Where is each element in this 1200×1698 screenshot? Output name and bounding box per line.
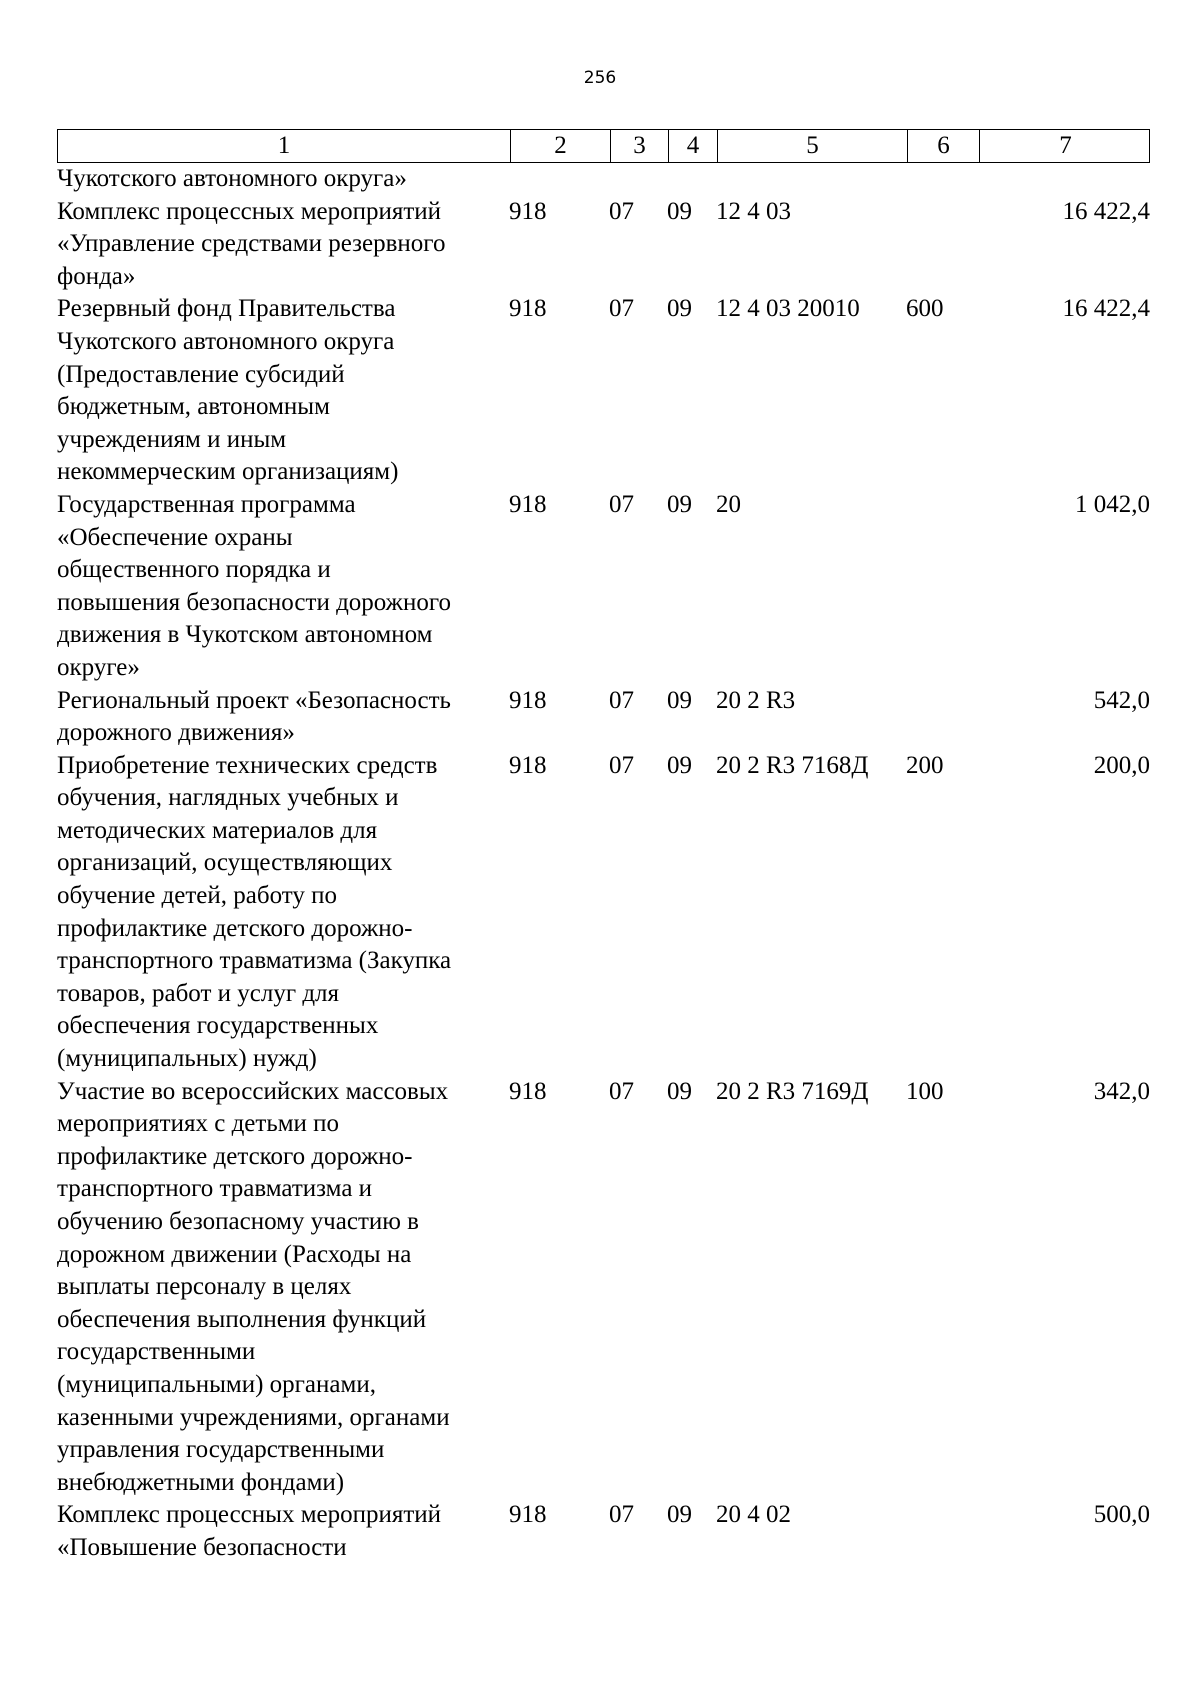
description-line: Государственная программа — [57, 490, 356, 518]
row-section — [609, 163, 667, 196]
row-section: 07 — [609, 1077, 634, 1105]
row-expense-type — [906, 685, 978, 750]
row-target-article: 12 4 03 — [716, 197, 791, 225]
description-line: обучению безопасному участию в — [57, 1208, 419, 1235]
description-line: «Управление средствами резервного — [57, 230, 446, 258]
row-description — [57, 685, 509, 750]
description-line: «Повышение безопасности — [57, 1533, 347, 1561]
row-code-admin: 918 — [509, 197, 547, 225]
description-line: Резервный фонд Правительства — [57, 295, 396, 323]
page-number: 256 — [583, 68, 617, 88]
description-line: мероприятиях с детьми по — [57, 1110, 340, 1138]
row-description — [57, 1076, 509, 1500]
row-subsection: 09 — [667, 751, 692, 779]
row-subsection: 09 — [667, 197, 692, 225]
description-line: дорожного движения» — [57, 719, 295, 747]
description-line: (муниципальными) органами, — [57, 1370, 376, 1398]
description-line: обучения, наглядных учебных и — [57, 784, 399, 812]
row-amount: 16 422,4 — [1062, 295, 1150, 323]
description-line: повышения безопасности дорожного — [57, 588, 451, 616]
row-subsection: 09 — [667, 295, 692, 323]
row-subsection: 09 — [667, 490, 692, 518]
description-line: транспортного травматизма и — [57, 1175, 373, 1203]
row-amount — [978, 163, 1150, 196]
row-code-admin: 918 — [509, 1501, 547, 1529]
row-subsection: 09 — [667, 686, 692, 714]
table-row — [57, 685, 1150, 750]
table-row — [57, 1076, 1150, 1500]
description-line: управления государственными — [57, 1436, 385, 1464]
row-target-article: 20 2 R3 — [716, 686, 796, 714]
row-subsection: 09 — [667, 1501, 692, 1529]
row-target-article: 20 4 02 — [716, 1501, 791, 1529]
description-line: некоммерческим организациям) — [57, 458, 399, 486]
description-line: (Предоставление субсидий — [57, 360, 345, 388]
description-line: методических материалов для — [57, 816, 378, 844]
row-section: 07 — [609, 197, 634, 225]
description-line: Региональный проект «Безопасность — [57, 686, 451, 714]
row-section: 07 — [609, 686, 634, 714]
description-line: транспортного травматизма (Закупка — [57, 947, 452, 975]
row-target-article: 12 4 03 20010 — [716, 295, 860, 323]
header-col-6: 6 — [907, 130, 979, 162]
description-line: движения в Чукотском автономном — [57, 621, 433, 649]
row-target-article: 20 2 R3 7168Д — [716, 751, 869, 779]
header-col-5: 5 — [717, 130, 907, 162]
row-target-article: 20 2 R3 7169Д — [716, 1077, 869, 1105]
table-row — [57, 489, 1150, 685]
row-code-admin: 918 — [509, 490, 547, 518]
row-amount: 200,0 — [1093, 751, 1150, 779]
budget-table — [57, 129, 1150, 1565]
description-line: (муниципальных) нужд) — [57, 1045, 317, 1073]
description-line: округе» — [57, 653, 140, 681]
table-row — [57, 1499, 1150, 1564]
table-row — [57, 163, 1150, 196]
table-row — [57, 196, 1150, 294]
description-line: Комплекс процессных мероприятий — [57, 1501, 442, 1529]
description-line: дорожном движении (Расходы на — [57, 1240, 412, 1268]
row-description — [57, 163, 509, 196]
description-line: Чукотского автономного округа» — [57, 165, 407, 192]
description-line: внебюджетными фондами) — [57, 1468, 345, 1496]
description-line: Комплекс процессных мероприятий — [57, 197, 442, 225]
row-section: 07 — [609, 1501, 634, 1529]
description-line: товаров, работ и услуг для — [57, 979, 340, 1007]
row-description — [57, 1499, 509, 1564]
description-line: казенными учреждениями, органами — [57, 1403, 450, 1431]
row-expense-type — [906, 489, 978, 685]
row-code-admin: 918 — [509, 751, 547, 779]
description-line: «Обеспечение охраны — [57, 523, 293, 551]
row-code-admin — [509, 163, 609, 196]
row-amount: 542,0 — [1093, 686, 1150, 714]
row-expense-type: 200 — [906, 751, 944, 779]
row-section: 07 — [609, 295, 634, 323]
description-line: учреждениям и иным — [57, 425, 287, 453]
row-expense-type — [906, 1499, 978, 1564]
header-col-4: 4 — [668, 130, 717, 162]
row-code-admin: 918 — [509, 686, 547, 714]
header-col-2: 2 — [510, 130, 610, 162]
description-line: профилактике детского дорожно- — [57, 914, 413, 942]
row-section: 07 — [609, 751, 634, 779]
header-col-1: 1 — [277, 132, 291, 159]
description-line: Участие во всероссийских массовых — [57, 1077, 449, 1105]
row-expense-type: 600 — [906, 295, 944, 323]
description-line: фонда» — [57, 262, 136, 290]
row-section: 07 — [609, 490, 634, 518]
row-code-admin: 918 — [509, 1077, 547, 1105]
description-line: государственными — [57, 1338, 256, 1366]
table-row — [57, 750, 1150, 1076]
row-target-article: 20 — [716, 490, 741, 518]
row-amount: 500,0 — [1093, 1501, 1150, 1529]
row-expense-type — [906, 163, 978, 196]
row-expense-type: 100 — [906, 1077, 944, 1105]
table-header — [57, 129, 1150, 163]
table-body — [57, 163, 1150, 1565]
row-code-admin: 918 — [509, 295, 547, 323]
row-expense-type — [906, 196, 978, 294]
row-amount: 16 422,4 — [1062, 197, 1150, 225]
row-subsection — [667, 163, 716, 196]
row-description — [57, 489, 509, 685]
description-line: обеспечения государственных — [57, 1012, 379, 1040]
table-row — [57, 293, 1150, 489]
description-line: организаций, осуществляющих — [57, 849, 393, 877]
description-line: профилактике детского дорожно- — [57, 1142, 413, 1170]
row-subsection: 09 — [667, 1077, 692, 1105]
row-amount: 342,0 — [1093, 1077, 1150, 1105]
row-description — [57, 750, 509, 1076]
description-line: Чукотского автономного округа — [57, 327, 395, 355]
header-col-7: 7 — [979, 130, 1151, 162]
row-description — [57, 293, 509, 489]
description-line: бюджетным, автономным — [57, 393, 330, 421]
row-amount: 1 042,0 — [1075, 490, 1150, 518]
description-line: обеспечения выполнения функций — [57, 1305, 427, 1333]
description-line: обучение детей, работу по — [57, 882, 337, 910]
description-line: выплаты персоналу в целях — [57, 1273, 352, 1301]
description-line: общественного порядка и — [57, 556, 331, 584]
header-col-3: 3 — [610, 130, 668, 162]
description-line: Приобретение технических средств — [57, 751, 438, 779]
row-description — [57, 196, 509, 294]
row-target-article — [716, 163, 906, 196]
